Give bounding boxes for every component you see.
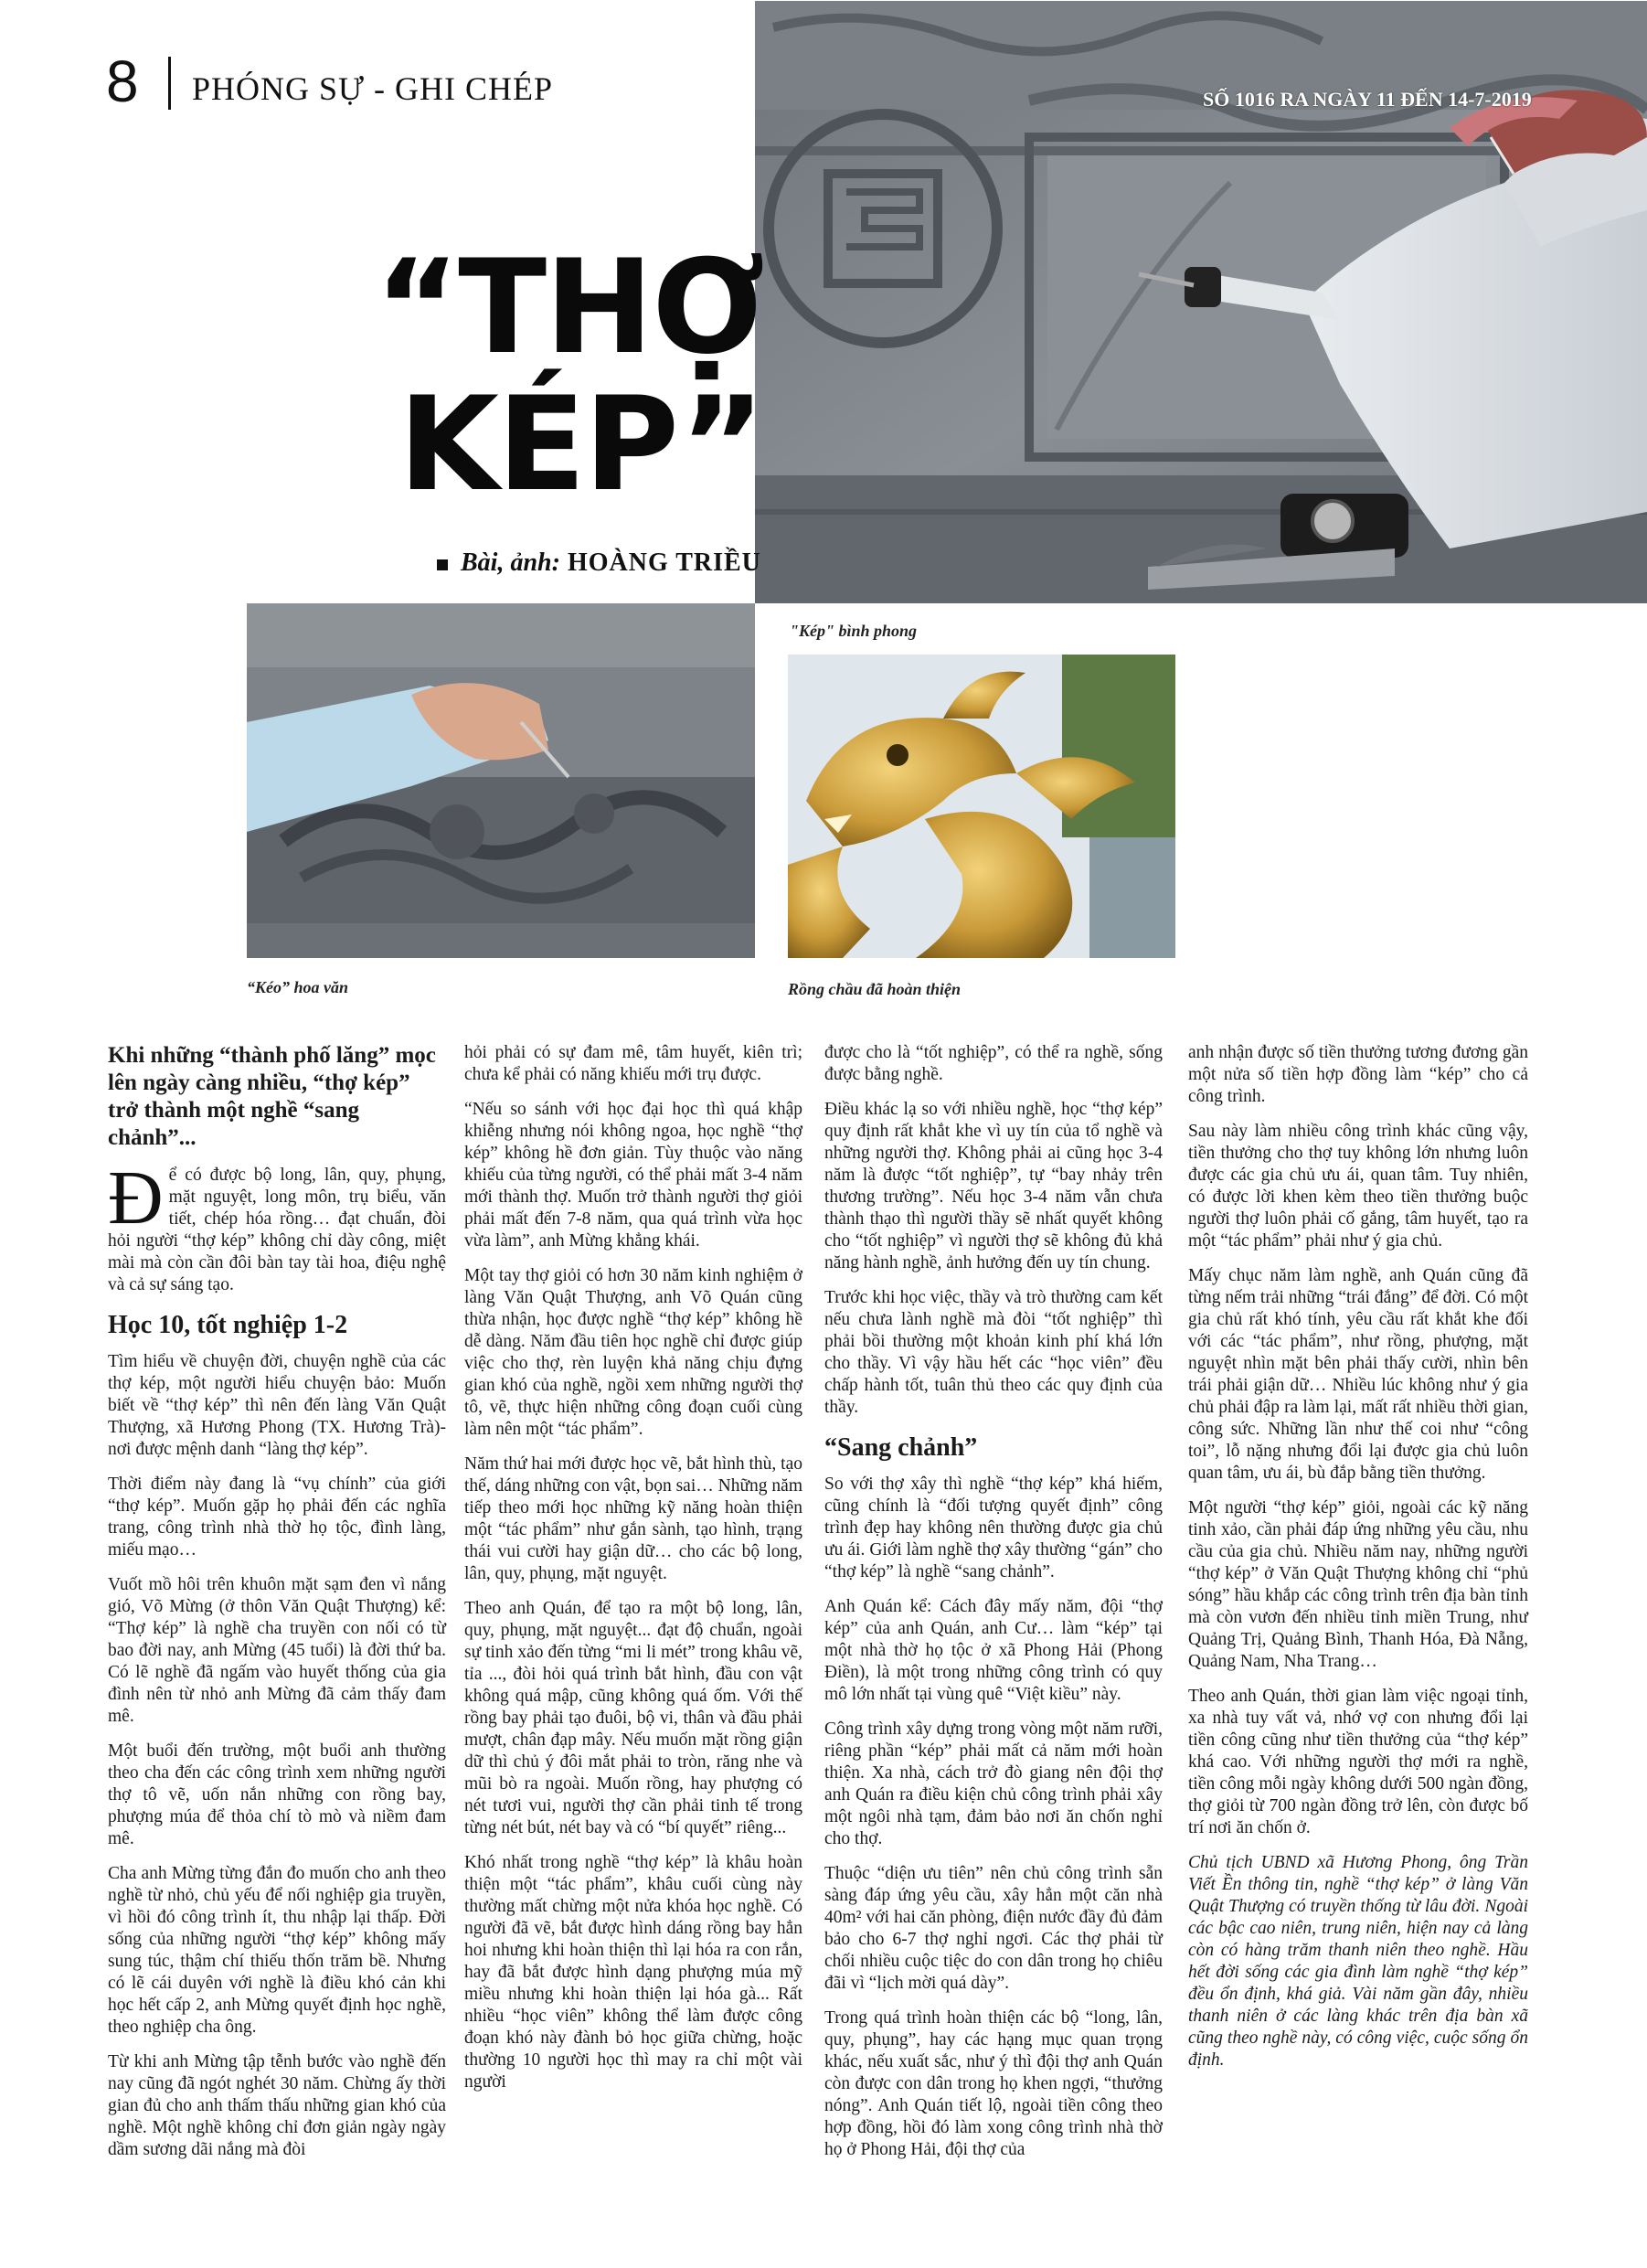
- photo-keo-hoa-van: [247, 603, 755, 958]
- paragraph: “Nếu so sánh với học đại học thì quá khập khiễng nhưng nói không ngoa, học nghề “thợ kép” không hề đơn giản. Tùy thuộc vào năng khiếu của từng người, có thể phải mất 3-4 năm mới thành thợ. Muốn trở thành người thợ giỏi phải mất đến 7-8 năm, qua quá trình vừa học vừa làm”, anh Mừng khẳng khái.: [464, 1100, 802, 1251]
- section-title: PHÓNG SỰ - GHI CHÉP: [192, 70, 553, 107]
- paragraph: Từ khi anh Mừng tập tễnh bước vào nghề đến nay cũng đã ngót nghét 30 năm. Chừng ấy thời gian đủ cho anh thấm thấu những gian khó của nghề. Một nghề không chỉ đơn giản ngày ngày dầm sương dãi nắng mà đòi: [108, 2052, 446, 2159]
- bullet-square-icon: [437, 559, 448, 570]
- byline-name: HOÀNG TRIỀU: [567, 548, 761, 577]
- byline-label: Bài, ảnh:: [461, 548, 560, 577]
- paragraph: Mấy chục năm làm nghề, anh Quán cũng đã từng nếm trải những “trái đắng” để đời. Có một gia chủ rất khó tính, yêu cầu rất khắt khe đối với các “tác phẩm”, như rồng, phượng, mặt nguyệt nhìn mặt bên phải thấy cười, nhìn bên trái phải giận dữ… Nhiều lúc không như ý gia chủ phải đập ra làm lại, mất rất nhiều thời gian, công sức. Những lần như thế coi như “công toi”, lỗ nặng nhưng đổi lại được gia chủ luôn quan tâm, ưu ái, bù đắp bằng tiền thưởng.: [1188, 1266, 1528, 1483]
- article-title: [361, 232, 763, 520]
- paragraph: Thuộc “diện ưu tiên” nên chủ công trình sẵn sàng đáp ứng yêu cầu, xây hẳn một căn nhà 40m² với hai căn phòng, điện nước đầy đủ đảm bảo cho 6-7 thợ nghỉ ngơi. Các thợ phải từ chối nhiều cuộc tiệc do con dân trong họ chiêu đãi vì “lịch mời quá dày”.: [824, 1864, 1163, 1993]
- caption-rong: Rồng chầu đã hoàn thiện: [788, 980, 962, 998]
- caption-keo: “Kéo” hoa văn: [247, 978, 349, 996]
- column-2: [464, 1042, 802, 2106]
- paragraph: Theo anh Quán, thời gian làm việc ngoại tỉnh, xa nhà tuy vất vả, nhớ vợ con nhưng đổi lại tiền công cũng như tiền thưởng của “thợ kép” khá cao. Với những người thợ mới ra nghề, tiền công mỗi ngày không dưới 500 ngàn đồng, thợ giỏi từ 700 ngàn đồng trở lên, còn được bố trí nơi ăn chốn ở.: [1188, 1687, 1528, 1837]
- column-1: [108, 1042, 446, 2174]
- paragraph: Một tay thợ giỏi có hơn 30 năm kinh nghiệm ở làng Văn Quật Thượng, anh Võ Quán cũng thừa nhận, học được nghề “thợ kép” không hề dễ dàng. Năm đầu tiên học nghề chỉ được giúp việc cho thợ, rèn luyện khả năng chịu đựng gian khó của nghề, ngồi xem những người thợ tô, vẽ, thực hiện những công đoạn cuối cùng làm nên một “tác phẩm”.: [464, 1266, 802, 1439]
- byline: [437, 548, 761, 578]
- paragraph: Cha anh Mừng từng đắn đo muốn cho anh theo nghề từ nhỏ, chủ yếu để nối nghiệp gia truyền, vì hồi đó công trình ít, thu nhập lại thấp. Đời sống của những người “thợ kép” không mấy sung túc, thậm chí thiếu thốn trăm bề. Nhưng có lẽ cái duyên với nghề là điều khó cản khi học hết cấp 2, anh Mừng quyết định học nghề, theo nghiệp cha ông.: [108, 1864, 446, 2037]
- photo-rong-chau: [788, 655, 1175, 958]
- paragraph: So với thợ xây thì nghề “thợ kép” khá hiếm, cũng chính là “đối tượng quyết định” công trình đẹp hay không nên thường được gia chủ ưu ái. Giới làm nghề thợ xây thường “gán” cho “thợ kép” là nghề “sang chảnh”.: [824, 1475, 1163, 1581]
- paragraph: Một người “thợ kép” giỏi, ngoài các kỹ năng tinh xảo, cần phải đáp ứng những yêu cầu, nhu cầu của gia chủ. Nhiều năm nay, những người “thợ kép” ở Văn Quật Thượng không chỉ “phủ sóng” hầu khắp các công trình trên địa bàn tỉnh mà còn vươn đến nhiều tỉnh miền Trung, như Quảng Trị, Quảng Bình, Thanh Hóa, Đà Nẵng, Quảng Nam, Nha Trang…: [1188, 1498, 1528, 1671]
- caption-binh-phong: "Kép" bình phong: [790, 622, 918, 640]
- intro-paragraph: [108, 1155, 446, 1296]
- paragraph: Năm thứ hai mới được học vẽ, bắt hình thù, tạo thế, dáng những con vật, bọn sai… Những năm tiếp theo mới học những kỹ năng hoàn thiện một “tác phẩm” như gắn sành, tạo hình, trạng thái vui cười hay giận dữ… cho các bộ long, lân, quy, phụng, mặt nguyệt.: [464, 1454, 802, 1583]
- column-3: [824, 1042, 1163, 2174]
- intro-text: ể có được bộ long, lân, quy, phụng, mặt nguyệt, long môn, trụ biểu, văn tiết, chép hóa rồng… đạt chuẩn, đòi hỏi người “thợ kép” không chỉ dày công, miệt mài mà còn cần đôi bàn tay tài hoa, điệu nghệ và cả sự sáng tạo.: [108, 1166, 446, 1294]
- paragraph: Anh Quán kể: Cách đây mấy năm, đội “thợ kép” của anh Quán, anh Cư… làm “kép” tại một nhà thờ họ tộc ở xã Phong Hải (Phong Điền), là một trong những công trình có quy mô lớn nhất tại vùng quê “Việt kiều” này.: [824, 1597, 1163, 1704]
- paragraph: hỏi phải có sự đam mê, tâm huyết, kiên trì; chưa kể phải có năng khiếu mới trụ được.: [464, 1043, 802, 1084]
- paragraph: Một buổi đến trường, một buổi anh thường theo cha đến các công trình xem những người thợ tô vẽ, uốn nắn những con rồng bay, phượng múa để thỏa chí tò mò và niềm đam mê.: [108, 1741, 446, 1848]
- column-4: [1188, 1042, 1528, 2084]
- subhead-hoc-10: Học 10, tốt nghiệp 1-2: [108, 1311, 348, 1339]
- issue-date: SỐ 1016 RA NGÀY 11 ĐẾN 14-7-2019: [1203, 88, 1532, 111]
- paragraph: Điều khác lạ so với nhiều nghề, học “thợ kép” quy định rất khắt khe vì uy tín của tổ nghề và những người thợ. Không phải ai cũng học 3-4 năm là được “tốt nghiệp”, tự “bay nhảy trên thương trường”. Nếu học 3-4 năm vẫn chưa thành thạo thì người thầy sẽ nhất quyết không cho “tốt nghiệp” vì người thợ sẽ không đủ khả năng hành nghề, ảnh hưởng đến uy tín chung.: [824, 1100, 1163, 1272]
- paragraph: Sau này làm nhiều công trình khác cũng vậy, tiền thưởng cho thợ tuy không lớn nhưng luôn được các gia chủ ưu ái, quan tâm. Tuy nhiên, có được lời khen kèm theo tiền thưởng buộc người thợ luôn phải cố gắng, tâm huyết, tạo ra một “tác phẩm” phải như ý gia chủ.: [1188, 1122, 1528, 1251]
- page-number: 8: [106, 48, 139, 114]
- paragraph: được cho là “tốt nghiệp”, có thể ra nghề, sống được bằng nghề.: [824, 1043, 1163, 1084]
- paragraph: Trước khi học việc, thầy và trò thường cam kết nếu chưa lành nghề mà đòi “tốt nghiệp” thì phải bồi thường một khoản kinh phí khá lớn cho thầy. Vì vậy hầu hết các “học viên” đều chấp hành tốt, tuân thủ theo các quy định của thầy.: [824, 1288, 1163, 1417]
- header-divider: [168, 57, 171, 110]
- article-lead: Khi những “thành phố lăng” mọc lên ngày càng nhiều, “thợ kép” trở thành một nghề “sang chảnh”...: [108, 1043, 436, 1150]
- subhead-sang-chanh: “Sang chảnh”: [824, 1433, 978, 1462]
- closing-paragraph: Chủ tịch UBND xã Hương Phong, ông Trần Viết Ền thông tin, nghề “thợ kép” ở làng Văn Quật Thượng có truyền thống từ lâu đời. Ngoài các bậc cao niên, trung niên, hiện nay cả làng còn có hàng trăm thanh niên theo nghề. Hầu hết đời sống các gia đình làm nghề “thợ kép” đều ổn định, khá giả. Vài năm gần đây, nhiều thanh niên ở các làng khác trên địa bàn xã cũng theo nghề này, có công việc, cuộc sống ổn định.: [1188, 1853, 1528, 2070]
- paragraph: Khó nhất trong nghề “thợ kép” là khâu hoàn thiện một “tác phẩm”, khâu cuối cùng này thường mất chừng một nửa khóa học nghề. Có người đã vẽ, bắt được hình dáng rồng bay hẳn hoi nhưng khi hoàn thiện thì lại hóa ra con rắn, hay đã bắt được hình dạng phượng múa mỹ miều nhưng khi hoàn thiện lại hóa gà... Rất nhiều “học viên” không thể làm được công đoạn khó này đành bỏ học giữa chừng, hoặc thường 10 người học thì may ra chỉ một vài người: [464, 1853, 802, 2092]
- title-line-1: “THỢ: [374, 232, 763, 383]
- title-line-2: KÉP”: [398, 369, 763, 520]
- paragraph: Thời điểm này đang là “vụ chính” của giới “thợ kép”. Muốn gặp họ phải đến các nghĩa trang, công trình nhà thờ họ tộc, đình làng, miếu mạo…: [108, 1475, 446, 1560]
- paragraph: anh nhận được số tiền thưởng tương đương gần một nửa số tiền hợp đồng làm “kép” cho cả công trình.: [1188, 1043, 1528, 1106]
- paragraph: Tìm hiểu về chuyện đời, chuyện nghề của các thợ kép, một người hiểu chuyện bảo: Muốn biết về “thợ kép” thì nên đến làng Văn Quật Thượng, xã Hương Phong (TX. Hương Trà)-nơi được mệnh danh “làng thợ kép”.: [108, 1352, 446, 1459]
- paragraph: Trong quá trình hoàn thiện các bộ “long, lân, quy, phụng”, hay các hạng mục quan trọng khác, nếu xuất sắc, như ý thì đội thợ anh Quán còn được con dân trong họ khen ngợi, “thưởng nóng”. Anh Quán tiết lộ, ngoài tiền công theo hợp đồng, hồi đó làm xong công trình nhà thờ họ ở Phong Hải, đội thợ của: [824, 2008, 1163, 2159]
- paragraph: Công trình xây dựng trong vòng một năm rưỡi, riêng phần “kép” phải mất cả năm mới hoàn thiện. Xa nhà, cách trở đò giang nên đội thợ anh Quán ra điều kiện chủ công trình phải xây một ngôi nhà tạm, đảm bảo nơi ăn chốn nghỉ cho thợ.: [824, 1720, 1163, 1848]
- paragraph: Theo anh Quán, để tạo ra một bộ long, lân, quy, phụng, mặt nguyệt... đạt độ chuẩn, ngoài sự tinh xảo đến từng “mi li mét” trong khâu vẽ, tỉa ..., đòi hỏi quá trình bắt hình, đầu con vật không quá mập, cũng không quá ốm. Với thế rồng bay phải tạo đuôi, bộ vi, thân và đầu phải mượt, chân đạp mây. Nếu muốn mặt rồng giận dữ thì chủ ý đôi mắt phải to tròn, răng nhe và mũi bò ra ngoài. Muốn rồng, hay phượng có nét tươi vui, người thợ cần phải tinh tế trong từng nét bút, nét bay và có “bí quyết” riêng...: [464, 1599, 802, 1837]
- dropcap: Đ: [108, 1155, 164, 1240]
- paragraph: Vuốt mồ hôi trên khuôn mặt sạm đen vì nắng gió, Võ Mừng (ở thôn Văn Quật Thượng) kể: “Thợ kép” là nghề cha truyền con nối có từ bao đời nay, anh Mừng (45 tuổi) là đời thứ ba. Có lẽ nghề đã ngấm vào huyết thống của gia đình nên từ nhỏ anh Mừng đã cảm thấy đam mê.: [108, 1575, 446, 1726]
